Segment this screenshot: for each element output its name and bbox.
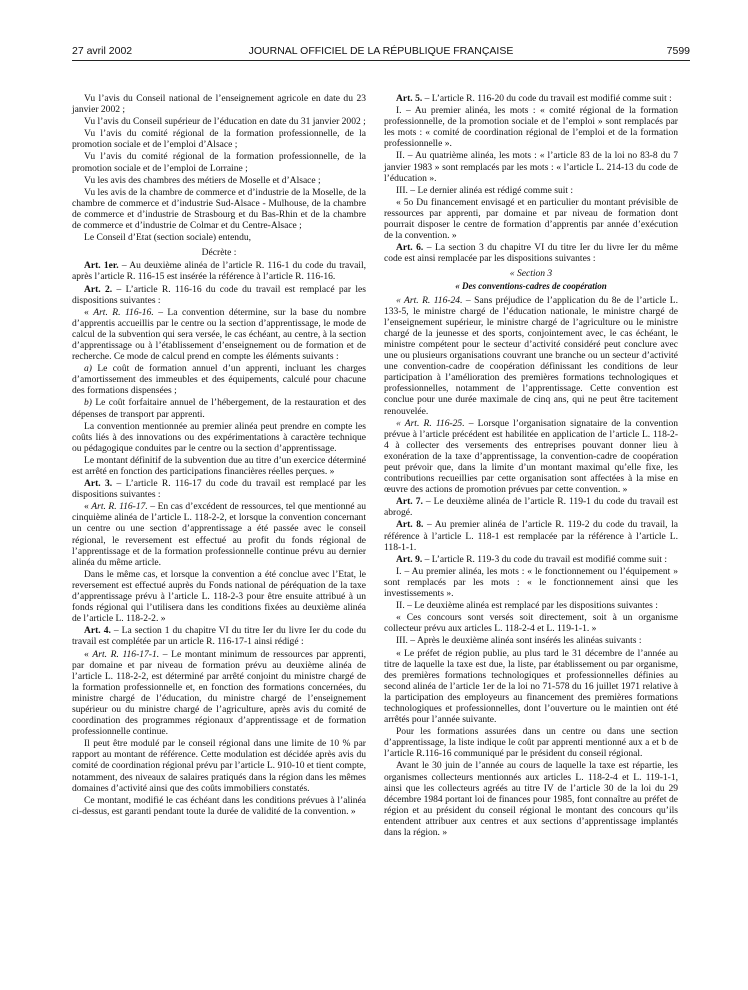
article-r116-24-text: – Sans préjudice de l’application du 8e de l’article L. 133-5, le ministre chargé de l’éducation nationale, le ministre chargé de l’enseignement supérieur, le ministre chargé de l’agriculture ou le ministre chargé de la jeunesse et des sports, conjointement avec, le cas échéant, le ministre compétent pour le secteur d’activité considéré peut conclure avec une ou plusieurs organisations couvrant une branche ou un secteur d’activité une convention-cadre de coopération définissant les conditions de leur participation à l’amélioration des premières formations technologiques et professionnelles, notamment de l’apprentissage. Cette convention est conclue pour une durée maximale de cinq ans, qui ne peut être tacitement renouvelée. <box>384 294 679 417</box>
article-5-label: Art. 5. <box>396 93 423 104</box>
article-8-label: Art. 8. <box>396 519 424 531</box>
article-5-iii: III. – Le dernier alinéa est rédigé comme suit : <box>396 184 574 196</box>
article-2-label: Art. 2. <box>84 283 113 295</box>
visa-3: Vu l’avis du comité régional de la formation professionnelle, de la promotion sociale et de l’emploi d’Alsace ; <box>72 128 366 151</box>
article-r116-25 <box>384 418 678 496</box>
article-7-text: – Le deuxième alinéa de l’article R. 119-1 du code du travail est abrogé. <box>384 496 678 519</box>
article-9-ces-concours: « Ces concours sont versés soit directement, soit à un organisme collecteur prévu aux articles L. 118-2-4 et L. 119-1-1. » <box>384 612 678 635</box>
article-9-avant: Avant le 30 juin de l’année au cours de laquelle la taxe est répartie, les organismes collecteurs mentionnés aux articles L. 118-2-4 et L. 119-1-1, ainsi que les collecteurs agréés au titre IV de l’article 30 de la loi du 29 décembre 1984 portant loi de finances pour 1985, font connaître au préfet de région et au président du conseil régional le montant des concours qu’ils entendent attribuer aux centres et aux sections d’apprentissage implantés dans la région. » <box>384 760 678 838</box>
page-header <box>72 44 690 61</box>
journal-title: JOURNAL OFFICIEL DE LA RÉPUBLIQUE FRANÇAISE <box>248 45 514 57</box>
visa-5: Vu les avis des chambres des métiers de Moselle et d’Alsace ; <box>84 174 321 186</box>
article-r116-17-label: Art. R. 116-17. <box>91 501 148 513</box>
article-7-label: Art. 7. <box>396 496 423 508</box>
visa-6: Vu les avis de la chambre de commerce et d’industrie de la Moselle, de la chambre de commerce et d’industrie Sud-Alsace - Mulhouse, de la chambre de commerce et d’industrie de Strasbourg et du Bas-Rhin et de la chambre de commerce et d’industrie de Colmar et du Centre-Alsace ; <box>72 186 366 232</box>
article-r116-17-1-text: – Le montant minimum de ressources par apprenti, par domaine et par niveau de formation prévu au deuxième alinéa de l’article L. 118-2-2, est déterminé par arrêté conjoint du ministre chargé de la formation professionnelle et, en fonction des formations concernées, du ministre chargé de l’éducation, du ministre chargé de l’enseignement supérieur ou du ministre chargé de l’agriculture, après avis du comité de coordination des programmes régionaux d’apprentissage et de formation professionnelle continue. <box>72 648 366 738</box>
paragraph-ce-montant: Ce montant, modifié le cas échéant dans les conditions prévues à l’alinéa ci-dessus, est garanti pendant toute la durée de validité de la convention. » <box>72 794 366 817</box>
visa-4: Vu l’avis du comité régional de la formation professionnelle, de la promotion sociale et de l’emploi de Lorraine ; <box>72 151 366 174</box>
article-6-text: – La section 3 du chapitre VI du titre Ier du livre Ier du même code est ainsi remplacée par les dispositions suivantes : <box>384 242 678 265</box>
article-r116-24-label: « Art. R. 116-24. <box>396 294 463 306</box>
article-9-formations: Pour les formations assurées dans un centre ou dans une section d’apprentissage, la liste indique le coût par apprenti mentionné aux a et b de l’article R.116-16 communiqué par le président du conseil régional. <box>384 726 678 760</box>
article-r116-16-text: – La convention détermine, sur la base du nombre d’apprentis accueillis par le centre ou la section d’apprentissage, le mode de calcul de la subvention qui sera versée, le cas échéant, au centre, à la section d’apprentissage ou à l’établissement d’enseignement ou de formation et de recherche. Ce mode de calcul prend en compte les éléments suivants : <box>72 306 366 363</box>
article-8 <box>384 519 678 552</box>
visa-1: Vu l’avis du Conseil national de l’enseignement agricole en date du 23 janvier 2002 ; <box>72 93 366 116</box>
issue-date: 27 avril 2002 <box>72 45 133 57</box>
article-r116-16-label: Art. R. 116-16. <box>93 306 154 318</box>
section-heading: « Section 3 <box>509 268 553 280</box>
article-r116-17-1-label: Art. R. 116-17-1. <box>92 648 160 660</box>
article-r116-17: « Art. R. 116-17. – En cas d’excédent de ressources, tel que mentionné au cinquième alinéa de l’article L. 118-2-2, et lorsque la convention concernant un centre ou une section d’apprentissage a été passée avec le conseil régional, le reversement est effectué au profit du fonds régional de l’apprentissage et de la formation professionnelle continue prévu au dernier alinéa du même article. <box>72 501 367 568</box>
article-3-text: – L’article R. 116-17 du code du travail est remplacé par les dispositions suivantes : <box>72 478 366 501</box>
item-b-text: Le coût forfaitaire annuel de l’hébergement, de la restauration et des dépenses de transport par apprenti. <box>72 397 366 420</box>
article-9-label: Art. 9. <box>396 553 423 565</box>
article-r116-25-text: – Lorsque l’organisation signataire de la convention prévue à l’article précédent est habilitée en application de l’article L. 118-2-4 à collecter des versements des entreprises pouvant donner lieu à exonération de la taxe d’apprentissage, la convention-cadre de coopération peut prévoir que, dans la limite d’un montant maximal qu’elle fixe, les contributions recueillies par cette organisation sont affectées à la mise en œuvre des actions de promotion prévues par cette convention. » <box>384 417 678 496</box>
article-8-text: – Au premier alinéa de l’article R. 119-2 du code du travail, la référence à l’article L. 118-1 est remplacée par la référence à l’article L. 118-1-1. <box>384 519 678 553</box>
article-3 <box>72 478 366 500</box>
article-3-label: Art. 3. <box>84 478 113 490</box>
article-5-ii: II. – Au quatrième alinéa, les mots : « l’article 83 de la loi no 83-8 du 7 janvier 1983 » sont remplacés par les mots : « l’article L. 214-13 du code de l’éducation ». <box>384 150 678 184</box>
article-1-text: – Au deuxième alinéa de l’article R. 116-1 du code du travail, après l’article R. 116-15 est insérée la référence à l’article R. 116-16. <box>72 260 366 283</box>
article-1-label: Art. 1er. <box>84 260 119 272</box>
article-5-text: – L’article R. 116-20 du code du travail est modifié comme suit : <box>422 93 672 104</box>
article-9-iii: III. – Après le deuxième alinéa sont insérés les alinéas suivants : <box>396 635 642 647</box>
visa-7: Le Conseil d’Etat (section sociale) entendu, <box>84 232 252 244</box>
article-9-text: – L’article R. 119-3 du code du travail est modifié comme suit : <box>422 553 668 565</box>
article-2 <box>72 284 366 306</box>
article-5-item-5: « 5o Du financement envisagé et en particulier du montant prévisible de ressources par apprenti, par domaine et par niveau de formation dont pourrait disposer le centre de formation d’apprentis par année d’exécution de la convention. » <box>384 196 678 242</box>
article-5-i: I. – Au premier alinéa, les mots : « comité régional de la formation professionnelle, de la promotion sociale et de l’emploi » sont remplacés par les mots : « comité de coordination régional de l’emploi et de la formation professionnelle ». <box>384 105 678 150</box>
article-6 <box>384 242 678 264</box>
item-a <box>72 363 366 396</box>
article-4 <box>72 625 366 647</box>
item-a-label: a) <box>84 363 92 375</box>
article-4-text: – La section 1 du chapitre VI du titre Ier du livre Ier du code du travail est complétée par un article R. 116-17-1 ainsi rédigé : <box>72 625 366 648</box>
item-a-text: Le coût de formation annuel d’un apprenti, incluant les charges d’amortissement des immeubles et des équipements, calculé pour chacune des formations dispensées ; <box>72 363 366 397</box>
item-b <box>72 397 366 419</box>
article-9-prefet: « Le préfet de région publie, au plus tard le 31 décembre de l’année au titre de laquelle la taxe est due, la liste, par établissement ou par organisme, des premières formations technologiques et professionnelles définies au second alinéa de l’article 1er de la loi no 71-578 du 16 juillet 1971 relative à la participation des employeurs au financement des premières formations technologiques et professionnelles, dont l’ouverture ou le maintien ont été arrêtés pour l’année suivante. <box>384 647 678 726</box>
paragraph-convention: La convention mentionnée au premier alinéa peut prendre en compte les coûts liés à des innovations ou des expérimentations à caractère technique ou pédagogique conduites par le centre ou la section d’apprentissage. <box>72 420 366 454</box>
article-4-label: Art. 4. <box>84 625 111 637</box>
article-9-i: I. – Au premier alinéa, les mots : « le fonctionnement ou l’équipement » sont remplacés par les mots : « le fonctionnement ainsi que les investissements ». <box>384 565 678 600</box>
article-6-label: Art. 6. <box>396 242 424 254</box>
paragraph-modulation: Il peut être modulé par le conseil régional dans une limite de 10 % par rapport au montant de référence. Cette modulation est décidée après avis du comité de coordination régional prévu par l’article L. 910-10 et tient compte, notamment, des niveaux de salaires pratiqués dans la région dans les mêmes domaines d’activité ainsi que des coûts immobiliers constatés. <box>72 738 366 794</box>
article-2-text: – L’article R. 116-16 du code du travail est remplacé par les dispositions suivantes : <box>72 283 366 306</box>
article-9 <box>384 554 678 565</box>
visa-2: Vu l’avis du Conseil supérieur de l’éducation en date du 31 janvier 2002 ; <box>84 116 366 128</box>
article-7 <box>384 496 678 518</box>
right-column <box>384 93 678 839</box>
article-9-ii: II. – Le deuxième alinéa est remplacé par les dispositions suivantes : <box>396 600 658 612</box>
article-r116-24 <box>384 295 678 417</box>
decrete-heading: Décrète : <box>201 247 237 259</box>
left-column <box>72 93 366 818</box>
article-5 <box>384 93 678 104</box>
article-r116-17-1: « Art. R. 116-17-1. – Le montant minimum de ressources par apprenti, par domaine et par niveau de formation prévu au deuxième alinéa de l’article L. 118-2-2, est déterminé par arrêté conjoint du ministre chargé de la formation professionnelle et, en fonction des formations concernées, du ministre chargé de l’éducation, du ministre chargé de l’enseignement supérieur ou du ministre chargé de l’agriculture, après avis du comité de coordination des programmes régionaux d’apprentissage et de formation professionnelle continue. <box>72 648 366 738</box>
article-1 <box>72 260 366 282</box>
paragraph-meme-cas: Dans le même cas, et lorsque la convention a été conclue avec l’Etat, le reversement est effectué auprès du Fonds national de péréquation de la taxe d’apprentissage prévu à l’article L. 118-2-3 pour être ensuite attribué à un fonds régional qui l’utilisera dans les conditions fixées au deuxième alinéa de l’article L. 118-2-2. » <box>72 568 366 625</box>
article-r116-17-text: – En cas d’excédent de ressources, tel que mentionné au cinquième alinéa de l’article L. 118-2-2, et lorsque la convention concernant un centre ou une section d’apprentissage a été passée avec le conseil régional, le reversement est effectué au profit du fonds régional de l’apprentissage et de la formation professionnelle continue prévu au dernier alinéa du même article. <box>72 501 367 568</box>
article-r116-16: « Art. R. 116-16. – La convention détermine, sur la base du nombre d’apprentis accueillis par le centre ou la section d’apprentissage, le mode de calcul de la subvention qui sera versée, le cas échéant, au centre, à la section d’apprentissage ou à l’établissement d’enseignement ou de formation et de recherche. Ce mode de calcul prend en compte les éléments suivants : <box>72 306 366 363</box>
article-r116-25-label: « Art. R. 116-25. <box>396 417 465 429</box>
paragraph-montant: Le montant définitif de la subvention due au titre d’un exercice déterminé est arrêté en fonction des participations financières réelles perçues. » <box>72 454 366 477</box>
item-b-label: b) <box>84 397 92 409</box>
subsection-heading: « Des conventions-cadres de coopération <box>455 280 607 291</box>
page-number: 7599 <box>666 45 690 57</box>
